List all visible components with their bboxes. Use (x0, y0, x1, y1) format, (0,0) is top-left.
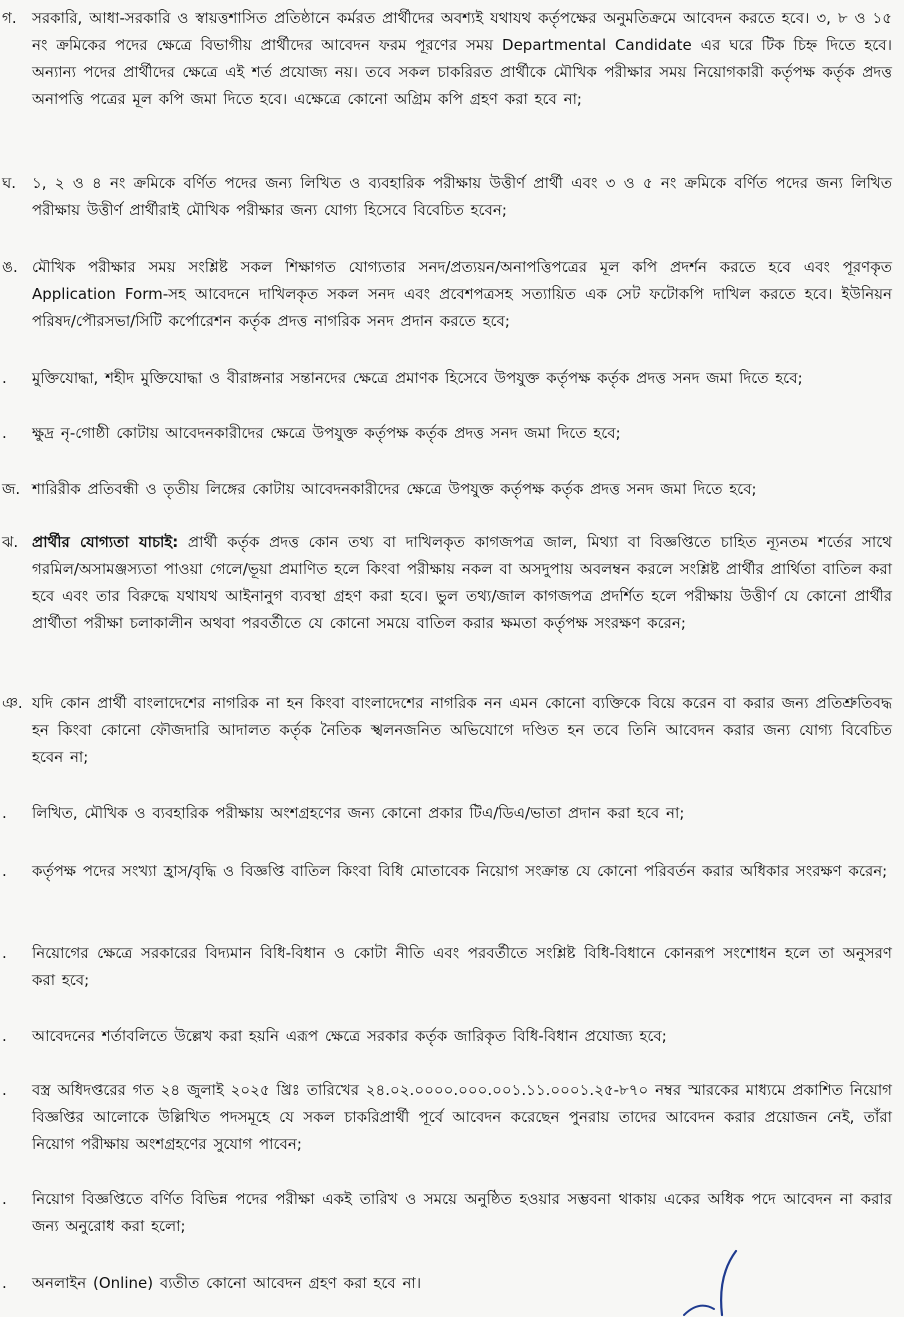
clause-body: প্রার্থী কর্তৃক প্রদত্ত কোন তথ্য বা দাখিলকৃত কাগজপত্র জাল, মিথ্যা বা বিজ্ঞপ্তিতে চাহিত ন্যূনতম শর্তের সাথে গরমিল/অসামঞ্জস্যতা পাওয়া গেলে/ভূয়া প্রমাণিত হলে কিংবা পরীক্ষায় নকল বা অসদুপায় অবলম্বন করলে সংশ্লিষ্ট প্রার্থীর প্রার্থিতা বাতিল করা হবে এবং তার বিরুদ্ধে যথাযথ আইনানুগ ব্যবস্থা গ্রহণ করা হবে। ভুল তথ্য/জাল কাগজপত্র প্রদর্শিত হলে পরীক্ষায় উত্তীর্ণ যে কোনো প্রার্থীর প্রার্থীতা পরীক্ষা চলাকালীন অথবা পরবর্তীতে যে কোনো সময়ে বাতিল করার ক্ষমতা কর্তৃপক্ষ সংরক্ষণ করেন; (32, 533, 892, 632)
clause-ga (0, 5, 892, 113)
clause-text (32, 529, 892, 637)
clause-heading: প্রার্থীর যোগ্যতা যাচাই: (32, 533, 179, 551)
clause-freedom-fighter (0, 365, 892, 392)
clause-marker: ঙ. (2, 258, 18, 276)
clause-marker: . (2, 1190, 7, 1208)
clause-text: নিয়োগের ক্ষেত্রে সরকারের বিদ্যমান বিধি-বিধান ও কোটা নীতি এবং পরবর্তীতে সংশ্লিষ্ট বিধি-বিধানে কোনরূপ সংশোধন হলে তা অনুসরণ করা হবে; (32, 944, 892, 989)
clause-marker: . (2, 804, 7, 822)
clause-text: নিয়োগ বিজ্ঞপ্তিতে বর্ণিত বিভিন্ন পদের পরীক্ষা একই তারিখ ও সময়ে অনুষ্ঠিত হওয়ার সম্ভবনা থাকায় একের অধিক পদে আবেদন না করার জন্য অনুরোধ করা হলো; (32, 1190, 892, 1235)
clause-marker: . (2, 369, 7, 387)
clause-text: ক্ষুদ্র নৃ-গোষ্ঠী কোটায় আবেদনকারীদের ক্ষেত্রে উপযুক্ত কর্তৃপক্ষ কর্তৃক প্রদত্ত সনদ জমা দিতে হবে; (32, 424, 621, 442)
clause-text: কর্তৃপক্ষ পদের সংখ্যা হ্রাস/বৃদ্ধি ও বিজ্ঞপ্তি বাতিল কিংবা বিধি মোতাবেক নিয়োগ সংক্রান্ত যে কোনো পরিবর্তন করার অধিকার সংরক্ষণ করেন; (32, 862, 888, 880)
clause-marker: ঝ. (2, 533, 19, 551)
clause-marker: . (2, 1027, 7, 1045)
clause-text: আবেদনের শর্তাবলিতে উল্লেখ করা হয়নি এরূপ ক্ষেত্রে সরকার কর্তৃক জারিকৃত বিধি-বিধান প্রযোজ্য হবে; (32, 1027, 667, 1045)
clause-multiple-posts (0, 1186, 892, 1240)
clause-ethnic-quota (0, 420, 892, 447)
clause-text: সরকারি, আধা-সরকারি ও স্বায়ত্তশাসিত প্রতিষ্ঠানে কর্মরত প্রার্থীদের অবশ্যই যথাযথ কর্তৃপক্ষের অনুমতিক্রমে আবেদন করতে হবে। ৩, ৮ ও ১৫ নং ক্রমিকের পদের ক্ষেত্রে বিভাগীয় প্রার্থীদের আবেদন ফরম পূরণের সময় Departmental Candidate এর ঘরে টিক চিহ্ন দিতে হবে। অন্যান্য পদের প্রার্থীদের ক্ষেত্রে এই শর্ত প্রযোজ্য নয়। তবে সকল চাকরিরত প্রার্থীকে মৌখিক পরীক্ষার সময় নিয়োগকারী কর্তৃপক্ষ কর্তৃক প্রদত্ত অনাপত্তি পত্রের মূল কপি জমা দিতে হবে। এক্ষেত্রে কোনো অগ্রিম কপি গ্রহণ করা হবে না; (32, 9, 892, 108)
clause-previous-applicants (0, 1077, 892, 1158)
clause-text: যদি কোন প্রার্থী বাংলাদেশের নাগরিক না হন কিংবা বাংলাদেশের নাগরিক নন এমন কোনো ব্যক্তিকে বিয়ে করেন বা করার জন্য প্রতিশ্রুতিবদ্ধ হন কিংবা কোনো ফৌজদারি আদালত কর্তৃক নৈতিক স্খলনজনিত অভিযোগে দণ্ডিত হন তবে তিনি আবেদন করার জন্য যোগ্য বিবেচিত হবেন না; (32, 694, 892, 766)
clause-marker: . (2, 1081, 7, 1099)
clause-marker: জ. (2, 480, 21, 498)
clause-umo (0, 254, 892, 335)
clause-text: ১, ২ ও ৪ নং ক্রমিকে বর্ণিত পদের জন্য লিখিত ও ব্যবহারিক পরীক্ষায় উত্তীর্ণ প্রার্থী এবং ৩ ও ৫ নং ক্রমিকে বর্ণিত পদের জন্য লিখিত পরীক্ষায় উত্তীর্ণ প্রার্থীরাই মৌখিক পরীক্ষার জন্য যোগ্য হিসেবে বিবেচিত হবেন; (32, 174, 892, 219)
clause-text: অনলাইন (Online) ব্যতীত কোনো আবেদন গ্রহণ করা হবে না। (32, 1274, 422, 1292)
clause-marker: . (2, 944, 7, 962)
clause-no-allowance (0, 800, 892, 827)
clause-ja (0, 476, 892, 503)
clause-marker: ঞ. (2, 694, 23, 712)
clause-text: লিখিত, মৌখিক ও ব্যবহারিক পরীক্ষায় অংশগ্রহণের জন্য কোনো প্রকার টিএ/ডিএ/ভাতা প্রদান করা হবে না; (32, 804, 685, 822)
clause-gha (0, 170, 892, 224)
clause-text: শারিরীক প্রতিবন্ধী ও তৃতীয় লিঙ্গের কোটায় আবেদনকারীদের ক্ষেত্রে উপযুক্ত কর্তৃপক্ষ কর্তৃক প্রদত্ত সনদ জমা দিতে হবে; (32, 480, 757, 498)
clause-marker: . (2, 424, 7, 442)
clause-text: মৌখিক পরীক্ষার সময় সংশ্লিষ্ট সকল শিক্ষাগত যোগ্যতার সনদ/প্রত্যয়ন/অনাপত্তিপত্রের মূল কপি প্রদর্শন করতে হবে এবং পূরণকৃত Application Form-সহ আবেদনে দাখিলকৃত সকল সনদ এবং প্রবেশপত্রসহ সত্যায়িত এক সেট ফটোকপি দাখিল করতে হবে। ইউনিয়ন পরিষদ/পৌরসভা/সিটি কর্পোরেশন কর্তৃক প্রদত্ত নাগরিক সনদ প্রদান করতে হবে; (32, 258, 892, 330)
clause-marker: . (2, 862, 7, 880)
clause-marker: গ. (2, 9, 17, 27)
clause-authority-rights (0, 858, 892, 885)
clause-quota-policy (0, 940, 892, 994)
clause-text: বস্ত্র অধিদপ্তরের গত ২৪ জুলাই ২০২৫ খ্রিঃ তারিখের ২৪.০২.০০০০.০০০.০০১.১১.০০০১.২৫-৮৭০ নম্বর স্মারকের মাধ্যমে প্রকাশিত নিয়োগ বিজ্ঞপ্তির আলোকে উল্লিখিত পদসমূহে যে সকল চাকরিপ্রার্থী পূর্বে আবেদন করেছেন পুনরায় তাদের আবেদন করার প্রয়োজন নেই, তাঁরা নিয়োগ পরীক্ষায় অংশগ্রহণের সুযোগ পাবেন; (32, 1081, 892, 1153)
clause-text: মুক্তিযোদ্ধা, শহীদ মুক্তিযোদ্ধা ও বীরাঙ্গনার সন্তানদের ক্ষেত্রে প্রমাণক হিসেবে উপযুক্ত কর্তৃপক্ষ কর্তৃক প্রদত্ত সনদ জমা দিতে হবে; (32, 369, 803, 387)
signature-mark (674, 1247, 794, 1317)
clause-government-rules (0, 1023, 892, 1050)
clause-jha (0, 529, 892, 637)
clause-marker: . (2, 1274, 7, 1292)
clause-marker: ঘ. (2, 174, 17, 192)
clause-nya (0, 690, 892, 771)
